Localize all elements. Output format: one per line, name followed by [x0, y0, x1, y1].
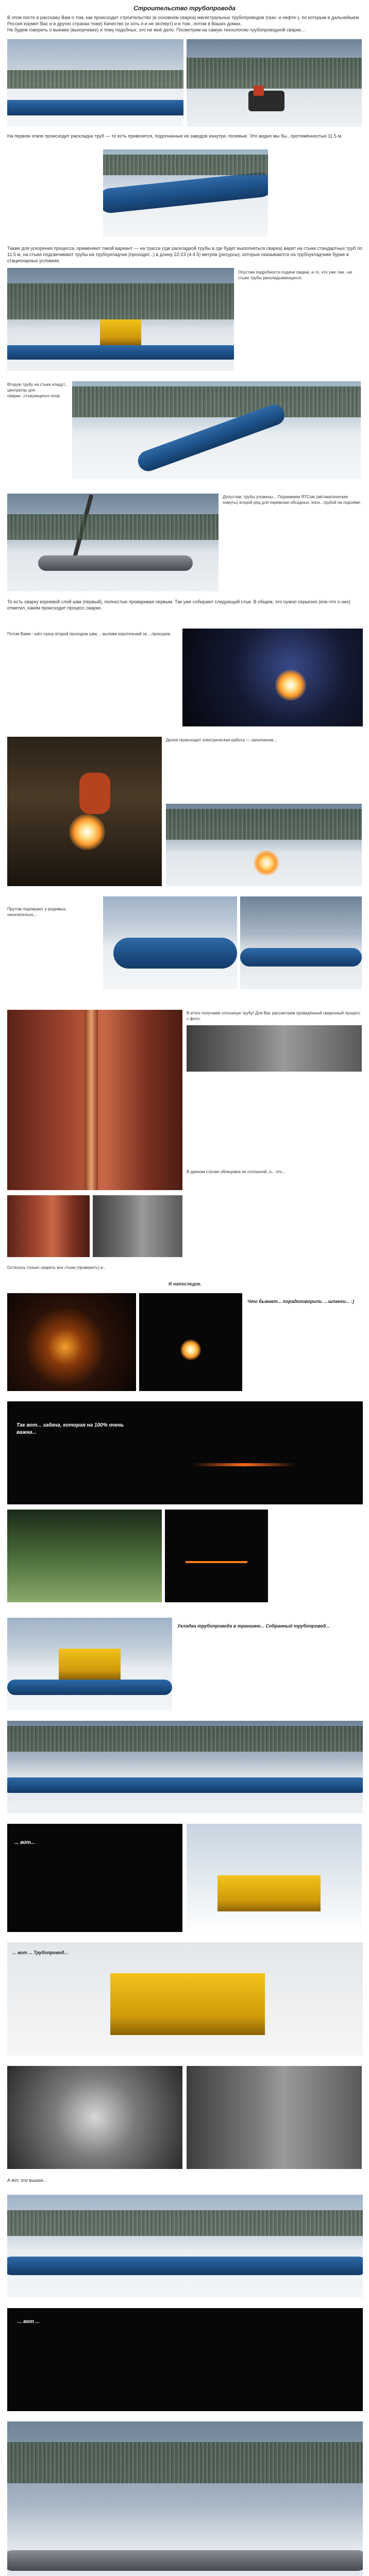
warning-text: И напоследок. [168, 1281, 202, 1286]
photo-pipe-trench [7, 1721, 363, 1814]
intro2-paragraph: Не будем говорить о выемке (выкорчевке) и тому подобных, это не моё дело. Посмотрим на самую технологию трубопроводной сварки... [7, 27, 305, 32]
photo-industrial [187, 1824, 362, 1932]
article-title: Строительство трубопровода [133, 5, 236, 12]
photo-second-pipe [72, 381, 361, 479]
paragraph-6: Допустим, трубы уложены... Поднимаем ЯТСом (автоматические хомуты) второй ряд для перевозки обсадных, ноги...трубой на подъёме. [223, 495, 361, 505]
paragraph-8: Потом Вами - шёл сразу второй проходом шва, ...вылива коротенький за ...проходом. [7, 632, 172, 636]
photo-welder [7, 737, 162, 886]
photo-weld-detail [187, 1025, 362, 1072]
photo-weld-close1 [7, 1195, 90, 1257]
paragraph-5: Вторую трубу на стыке кладут... центратор для сварки...стыкующихся опор [7, 382, 69, 398]
photo-pipelayer [7, 268, 234, 371]
photo-pipe-string [103, 149, 268, 237]
photo-pipe-sanding [103, 896, 237, 989]
paragraph-3: Также для ускорения процесса, применяют такой вариант — на трассе (где раскладкой трубы в где будет выполняться сварка) варят на стыке стандартных труб по 11.5 м, на стыке подсвечивают трубы на трубоукладчик (проходит...) в длину 22-23 (4-4.5) метров (ресурсы), которые оказываются на трубоукладчике бурие в стационарных условиях. [7, 246, 363, 264]
intro-paragraph: В этом посте я расскажу Вам о том, как происходит строительство (в основном сварка) магистральных трубопроводов (газо- и нефте-), по которым в дальнейшем Россия кормит Вас и в других странах тоже) Качество (и хоть я и не эксперт) и в том...потом в Ваших домах. [7, 15, 359, 27]
paragraph-7: То есть сварку корневой слой шва (первый), полностью проваривая первым. Так уже собирают следующий стык. В общем, это нужно серьезно (кое-что о них) отметил, каким происходит процесс сварки. [7, 599, 350, 611]
photo-crane-lift [7, 494, 219, 591]
photo-tractor-snow [187, 39, 362, 127]
photo-welding-station [166, 804, 362, 886]
caption-right-1: Что бывает... порадоговорили. ...шланги... :) [247, 1299, 355, 1304]
photo-night-flare2 [165, 1510, 268, 1602]
photo-final-snowline [7, 2421, 363, 2576]
yellow-caption: ... вот ... Трубопровод... [12, 1950, 69, 1955]
photo-final-night [7, 2308, 363, 2411]
photo-crane-pipes [7, 1618, 172, 1710]
photo-night-box [7, 1824, 182, 1932]
photo-pipe-outside [187, 2066, 362, 2169]
paragraph-2: На первом этапе происходит раскладка труб — то есть привозятся, подогнанные из заводов изнутри, полевые. Это видно мы бы...протяжённостью 11.5 м. [7, 133, 343, 139]
photo-pipes-snow [7, 39, 183, 127]
photo-pipe-inside [7, 2066, 182, 2169]
photo-final-wide [7, 2195, 363, 2298]
photo-yellow-machine [7, 1942, 363, 2056]
night-text-2: ... вот... [14, 1840, 36, 1845]
night-text-1: Так вот... задача, которая на 100% очень важна... [16, 1422, 124, 1435]
night-caption: ... вот ... [18, 2319, 40, 2325]
photo-welding-night [182, 629, 363, 726]
paragraph-11: В итоге получаем сплошную трубу! Для Вас рассмотрим проведённый сварочный процесс с фото: [187, 1011, 361, 1021]
photo-sunset-green [7, 1510, 162, 1602]
paragraph-9: Далее происходит электрическая работа — заполнение... [166, 738, 277, 742]
final-text: А вот, эти вышки... [7, 2178, 47, 2183]
paragraph-10: Прутом подпирают у рюдимых, окончательно... [7, 907, 67, 917]
photo-night-black [7, 1401, 363, 1504]
photo-flare-dark [139, 1293, 242, 1391]
photo-weld-close2 [93, 1195, 182, 1257]
photo-flare-night [7, 1293, 136, 1391]
paragraph-13: Осталось только сварить все стыки (проверить) и... [7, 1265, 107, 1270]
photo-weld-joint [7, 1010, 182, 1190]
paragraph-12: В данном случае облицовка не сплошной, а... это... [187, 1170, 286, 1174]
caption-right-2: Укладка трубопровода в траншею... Собранный трубопровод... [177, 1623, 330, 1629]
photo-pipe-field [240, 896, 362, 989]
paragraph-4: Опустим подробности подачи сварки, а то, что уже там...на стыке трубы раскладывающихся. [238, 270, 352, 280]
